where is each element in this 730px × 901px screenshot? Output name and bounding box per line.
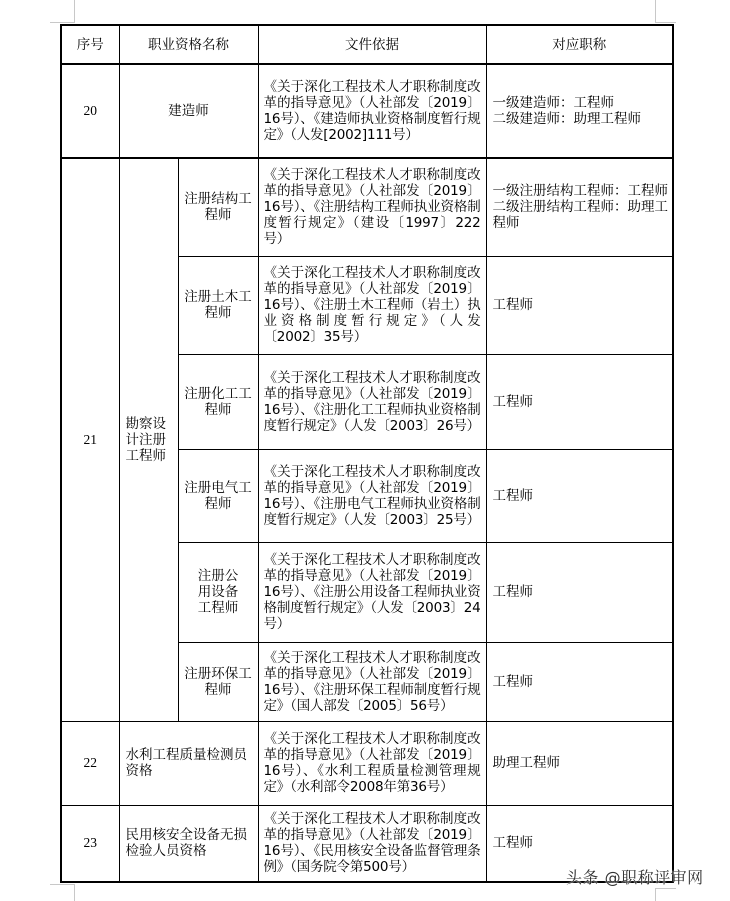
row-basis: 《关于深化工程技术人才职称制度改革的指导意见》（人社部发〔2019〕16号）、《民用核安全设备监督管理条例》（国务院令第500号） (258, 805, 486, 882)
title-line: 一级注册结构工程师：工程师 (492, 183, 668, 200)
row-title: 工程师 (486, 256, 673, 354)
row-basis: 《关于深化工程技术人才职称制度改革的指导意见》（人社部发〔2019〕16号）、《注册化工工程师执业资格制度暂行规定》（人发〔2003〕26号） (258, 354, 486, 449)
row-title: 工程师 (486, 805, 673, 882)
row-seq: 21 (61, 158, 119, 721)
row-seq: 20 (61, 64, 119, 158)
row-seq: 23 (61, 805, 119, 882)
qualification-table (60, 24, 674, 883)
sub-qualification-name: 注册化工工程师 (178, 354, 258, 449)
row-basis: 《关于深化工程技术人才职称制度改革的指导意见》（人社部发〔2019〕16号）、《注册公用设备工程师执业资格制度暂行规定》（人发〔2003〕24号） (258, 542, 486, 642)
table-header-row (61, 25, 673, 64)
row-qualification-name: 水利工程质量检测员资格 (119, 721, 258, 805)
row-basis: 《关于深化工程技术人才职称制度改革的指导意见》（人社部发〔2019〕16号）、《注册结构工程师执业资格制度暂行规定》（建设〔1997〕222号） (258, 158, 486, 256)
row-title: 工程师 (486, 449, 673, 542)
table-row (61, 158, 673, 256)
title-line: 二级注册结构工程师：助理工程师 (492, 199, 668, 232)
table-row (61, 64, 673, 158)
row-title (486, 64, 673, 158)
row-seq: 22 (61, 721, 119, 805)
row-title: 工程师 (486, 642, 673, 721)
row-basis: 《关于深化工程技术人才职称制度改革的指导意见》（人社部发〔2019〕16号）、《建造师执业资格制度暂行规定》（人发[2002]111号） (258, 64, 486, 158)
sub-qualification-name: 注册电气工程师 (178, 449, 258, 542)
header-seq: 序号 (61, 25, 119, 64)
page-corner-mark (655, 888, 676, 901)
sub-qualification-name: 注册土木工程师 (178, 256, 258, 354)
header-basis: 文件依据 (258, 25, 486, 64)
row-qualification-name: 勘察设计注册工程师 (119, 158, 178, 721)
sub-qualification-name: 注册环保工程师 (178, 642, 258, 721)
sub-qualification-name: 注册公用设备工程师 (178, 542, 258, 642)
title-line: 二级建造师：助理工程师 (492, 111, 641, 127)
row-title: 工程师 (486, 542, 673, 642)
title-line: 一级建造师：工程师 (492, 95, 614, 111)
row-basis: 《关于深化工程技术人才职称制度改革的指导意见》（人社部发〔2019〕16号）、《注册土木工程师（岩土）执业资格制度暂行规定》（人发〔2002〕35号） (258, 256, 486, 354)
row-basis: 《关于深化工程技术人才职称制度改革的指导意见》（人社部发〔2019〕16号）、《注册电气工程师执业资格制度暂行规定》（人发〔2003〕25号） (258, 449, 486, 542)
row-qualification-name: 建造师 (119, 64, 258, 158)
row-title (486, 158, 673, 256)
page-corner-mark (50, 0, 75, 23)
header-title: 对应职称 (486, 25, 673, 64)
page-corner-mark (50, 884, 75, 901)
page-corner-mark (655, 0, 676, 23)
header-qualification-name: 职业资格名称 (119, 25, 258, 64)
row-basis: 《关于深化工程技术人才职称制度改革的指导意见》（人社部发〔2019〕16号）、《水利工程质量检测管理规定》（水利部令2008年第36号） (258, 721, 486, 805)
sub-qualification-name: 注册结构工程师 (178, 158, 258, 256)
row-qualification-name: 民用核安全设备无损检验人员资格 (119, 805, 258, 882)
row-basis: 《关于深化工程技术人才职称制度改革的指导意见》（人社部发〔2019〕16号）、《注册环保工程师制度暂行规定》（国人部发〔2005〕56号） (258, 642, 486, 721)
table-row (61, 721, 673, 805)
watermark: 头条 @职称评审网 (566, 868, 704, 887)
row-title: 助理工程师 (486, 721, 673, 805)
row-title: 工程师 (486, 354, 673, 449)
